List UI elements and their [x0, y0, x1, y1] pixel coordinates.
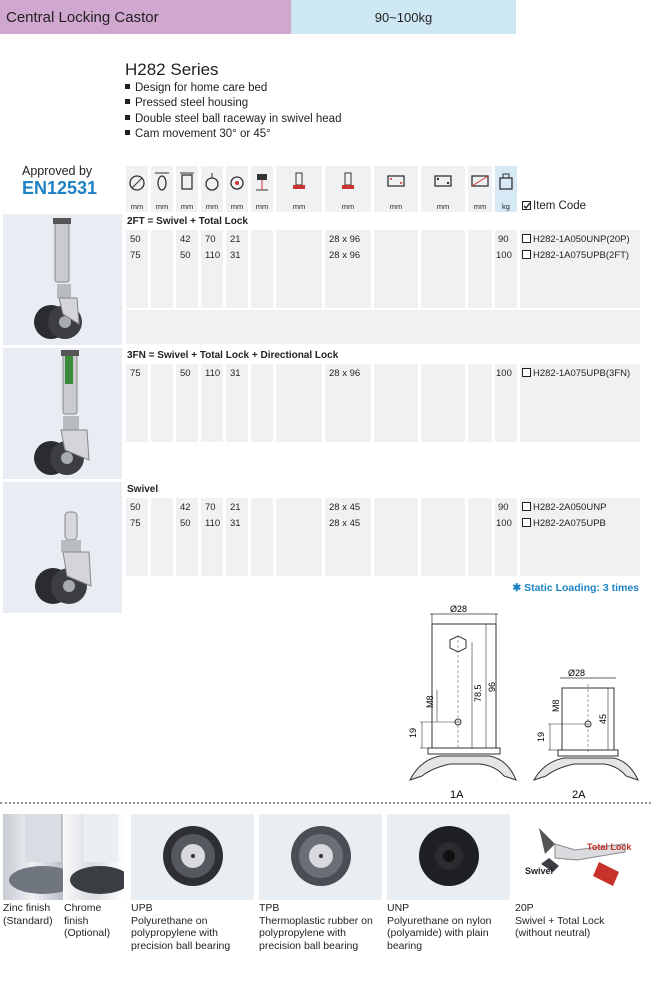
- unit-label: mm: [155, 202, 169, 211]
- checkbox-icon[interactable]: [522, 250, 531, 259]
- unit-label: mm: [180, 202, 194, 211]
- checkbox-icon[interactable]: [522, 368, 531, 377]
- unit-label: mm: [341, 202, 355, 211]
- cell-diameter: 75: [130, 250, 141, 261]
- cell-load: 100: [496, 518, 512, 529]
- cell-diameter: 75: [130, 518, 141, 529]
- item-code[interactable]: H282-1A075UPB(3FN): [522, 368, 630, 379]
- cell-height: 110: [205, 250, 221, 261]
- cell-diameter: 50: [130, 502, 141, 513]
- item-code[interactable]: H282-1A075UPB(2FT): [522, 250, 629, 261]
- wheel-upb: UPB Polyurethane on polypropylene with precision ball bearing: [131, 902, 231, 952]
- cell-height: 110: [205, 518, 221, 529]
- load-icon: [497, 170, 515, 192]
- unp-wheel-photo: [387, 814, 510, 900]
- drawing-1a: [400, 600, 520, 800]
- asterisk-icon: ✱: [512, 582, 525, 594]
- cell-plate: 28 x 96: [329, 234, 361, 245]
- total-lock-label: Total Lock: [587, 842, 632, 852]
- upb-wheel-photo: [131, 814, 254, 900]
- wheel-unp: UNP Polyurethane on nylon (polyamide) with plain bearing: [387, 902, 492, 952]
- unit-label: mm: [230, 202, 244, 211]
- unit-label: mm: [205, 202, 219, 211]
- castor-photo-3fn: [3, 348, 122, 479]
- dim-96: 96: [487, 681, 497, 692]
- cell-load: 100: [496, 368, 512, 379]
- cell-width: 50: [180, 368, 191, 379]
- dim-m8: M8: [551, 699, 561, 712]
- unit-label: kg: [502, 202, 510, 211]
- dim-dia: Ø28: [568, 668, 586, 678]
- unit-label: mm: [473, 202, 487, 211]
- swivel-radius-icon: [228, 170, 246, 192]
- finish-zinc: Zinc finish (Standard): [3, 902, 53, 927]
- cell-load: 100: [496, 250, 512, 261]
- bullet-icon: [125, 99, 130, 104]
- category-title: Central Locking Castor: [0, 0, 291, 34]
- cell-width: 50: [180, 250, 191, 261]
- dim-785: 78.5: [473, 684, 483, 702]
- item-code-header: Item Code: [522, 200, 586, 212]
- approved-label: Approved by: [22, 164, 93, 178]
- cell-offset: 31: [230, 518, 241, 529]
- cell-plate: 28 x 45: [329, 518, 361, 529]
- cell-offset: 31: [230, 368, 241, 379]
- cell-width: 50: [180, 518, 191, 529]
- feature-item: Cam movement 30° or 45°: [125, 128, 271, 140]
- section-title: 3FN = Swivel + Total Lock + Directional Lock: [127, 350, 339, 361]
- offset-icon: [203, 170, 221, 192]
- standard-label: EN12531: [22, 178, 98, 198]
- feature-item: Pressed steel housing: [125, 97, 248, 109]
- cell-plate: 28 x 45: [329, 502, 361, 513]
- plate-size-icon: [386, 170, 406, 192]
- dim-19: 19: [536, 731, 546, 742]
- cell-diameter: 75: [130, 368, 141, 379]
- cell-height: 70: [205, 502, 216, 513]
- lock-20p: 20P Swivel + Total Lock (without neutral): [515, 902, 605, 939]
- wheel-tpb: TPB Thermoplastic rubber on polypropylene with precision ball bearing: [259, 902, 373, 952]
- checkbox-icon[interactable]: [522, 502, 531, 511]
- feature-item: Double steel ball raceway in swivel head: [125, 113, 341, 125]
- tpb-wheel-photo: [259, 814, 382, 900]
- diameter-icon: [128, 170, 146, 192]
- dim-19: 19: [408, 727, 418, 738]
- cell-width: 42: [180, 234, 191, 245]
- finish-chrome: Chrome finish (Optional): [64, 902, 111, 939]
- series-title: H282 Series: [125, 60, 219, 79]
- drawing-label: 2A: [572, 789, 586, 801]
- check-icon: [522, 201, 531, 210]
- wheel-width-icon: [153, 170, 171, 192]
- cell-offset: 21: [230, 502, 241, 513]
- item-code[interactable]: H282-2A050UNP: [522, 502, 606, 513]
- feature-item: Design for home care bed: [125, 82, 267, 94]
- swivel-label: Swivel: [525, 866, 554, 876]
- cell-load: 90: [498, 234, 509, 245]
- load-range: 90~100kg: [291, 0, 516, 34]
- drawing-2a: [528, 664, 640, 804]
- bolt-hole-pitch-icon: [470, 170, 490, 192]
- section-title: Swivel: [127, 484, 159, 495]
- cell-height: 110: [205, 368, 221, 379]
- unit-label: mm: [255, 202, 269, 211]
- stem-length-icon: [339, 170, 357, 192]
- dim-45: 45: [598, 713, 608, 724]
- drawing-label: 1A: [450, 789, 464, 800]
- bullet-icon: [125, 115, 130, 120]
- castor-photo-2ft: [3, 214, 122, 345]
- height-icon: [178, 170, 196, 192]
- section-title: 2FT = Swivel + Total Lock: [127, 216, 248, 227]
- cell-height: 70: [205, 234, 216, 245]
- static-loading-note: ✱ Static Loading: 3 times: [512, 582, 639, 594]
- mount-height-icon: [253, 170, 271, 192]
- dim-dia: Ø28: [450, 604, 468, 614]
- bullet-icon: [125, 84, 130, 89]
- unit-label: mm: [389, 202, 403, 211]
- item-code[interactable]: H282-1A050UNP(20P): [522, 234, 630, 245]
- cell-plate: 28 x 96: [329, 250, 361, 261]
- castor-photo-swivel: [3, 482, 122, 613]
- zinc-finish-photo: [3, 814, 63, 900]
- stem-icon: [290, 170, 308, 192]
- divider: [0, 802, 651, 804]
- cell-width: 42: [180, 502, 191, 513]
- chrome-finish-photo: [64, 814, 124, 900]
- checkbox-icon[interactable]: [522, 234, 531, 243]
- bolt-hole-icon: [433, 170, 453, 192]
- unit-label: mm: [130, 202, 144, 211]
- item-code[interactable]: H282-2A075UPB: [522, 518, 606, 529]
- cell-offset: 31: [230, 250, 241, 261]
- bullet-icon: [125, 130, 130, 135]
- cell-load: 90: [498, 502, 509, 513]
- lock-diagram-photo: [515, 814, 640, 900]
- unit-label: mm: [436, 202, 450, 211]
- checkbox-icon[interactable]: [522, 518, 531, 527]
- cell-plate: 28 x 96: [329, 368, 361, 379]
- dim-m8: M8: [425, 695, 435, 708]
- cell-offset: 21: [230, 234, 241, 245]
- unit-label: mm: [292, 202, 306, 211]
- cell-diameter: 50: [130, 234, 141, 245]
